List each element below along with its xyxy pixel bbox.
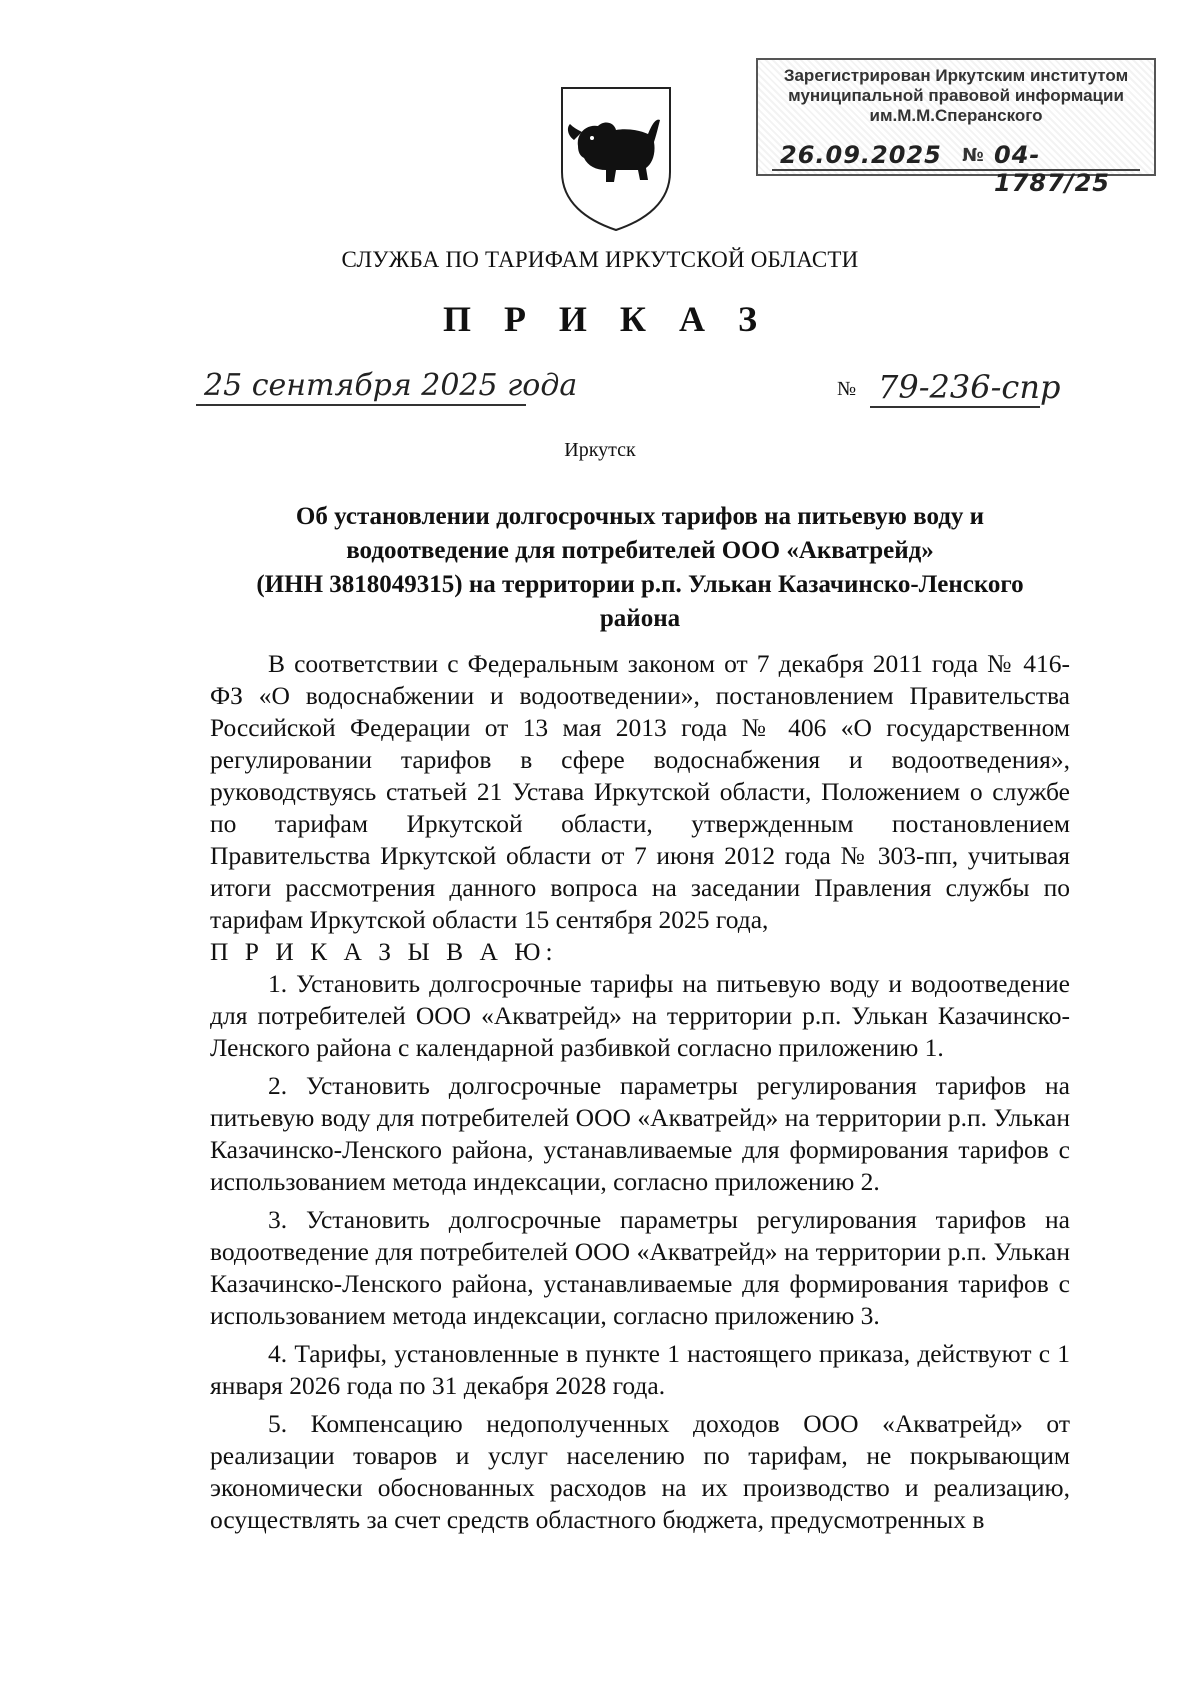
document-title: П Р И К А З — [442, 299, 770, 339]
stamp-registration-number: 04-1787/25 — [994, 141, 1110, 197]
order-item: 5. Компенсацию недополученных доходов ООО «Акватрейд» от реализации товаров и услуг населению по тарифам, не покрывающим экономически обоснованных расходов на их производство и реализацию, осуществлять за счет средств областного бюджета, предусмотренных в — [210, 1409, 1070, 1534]
order-number-handwritten: 79-236-спр — [878, 368, 1061, 406]
number-underline — [870, 406, 1040, 408]
order-item: 3. Установить долгосрочные параметры регулирования тарифов на водоотведение для потребителей ООО «Акватрейд» на территории р.п. Улькан Казачинско-Ленского района, устанавливаемые для формирования тарифов с использованием метода индексации, согласно приложению 3. — [210, 1205, 1070, 1330]
heading-line: Об установлении долгосрочных тарифов на питьевую воду и — [295, 503, 985, 530]
heading-line: (ИНН 3818049315) на территории р.п. Улькан Казачинско-Ленского — [256, 571, 1024, 598]
registration-stamp — [756, 58, 1156, 197]
order-item: 2. Установить долгосрочные параметры регулирования тарифов на питьевую воду для потребителей ООО «Акватрейд» на территории р.п. Улькан Казачинско-Ленского района, устанавливаемые для формирования тарифов с использованием метода индексации, согласно приложению 2. — [210, 1071, 1070, 1196]
order-item: 1. Установить долгосрочные тарифы на питьевую воду и водоотведение для потребителей ООО «Акватрейд» на территории р.п. Улькан Казачинско-Ленского района с календарной разбивкой согласно приложению 1. — [210, 969, 1070, 1062]
preamble-paragraph: В соответствии с Федеральным законом от 7 декабря 2011 года № 416-ФЗ «О водоснабжении и водоотведении», постановлением Правительства Российской Федерации от 13 мая 2013 года № 406 «О государственном регулировании тарифов в сфере водоснабжения и водоотведения», руководствуясь статьей 21 Устава Иркутской области, Положением о службе по тарифам Иркутской области, утвержденным постановлением Правительства Иркутской области от 7 июня 2012 года № 303-пп, учитывая итоги рассмотрения данного вопроса на заседании Правления службы по тарифам Иркутской области 15 сентября 2025 года, — [210, 649, 1070, 934]
stamp-line-1: Зарегистрирован Иркутским институтом — [783, 66, 1129, 85]
stamp-registration-row — [772, 141, 1140, 197]
stamp-line-2: муниципальной правовой информации — [788, 86, 1124, 105]
order-body — [210, 648, 1070, 1536]
order-date-handwritten: 25 сентября 2025 года — [204, 368, 578, 403]
order-item: 4. Тарифы, установленные в пункте 1 настоящего приказа, действуют с 1 января 2026 года по 31 декабря 2028 года. — [210, 1339, 1070, 1400]
order-heading — [200, 500, 1080, 636]
prikazyvayu-line: П Р И К А З Ы В А Ю: — [210, 937, 558, 966]
stamp-line-3: им.М.М.Сперанского — [869, 106, 1043, 125]
stamp-registration-date: 26.09.2025 — [780, 141, 942, 169]
date-underline — [196, 404, 526, 406]
coat-of-arms-icon — [556, 84, 676, 234]
stamp-number-sign: № — [962, 145, 984, 166]
heading-line: района — [599, 605, 681, 632]
heading-line: водоотведение для потребителей ООО «Акватрейд» — [346, 537, 934, 564]
place-of-issue: Иркутск — [564, 439, 636, 461]
order-number-sign: № — [837, 378, 857, 400]
issuing-authority: СЛУЖБА ПО ТАРИФАМ ИРКУТСКОЙ ОБЛАСТИ — [341, 247, 859, 272]
